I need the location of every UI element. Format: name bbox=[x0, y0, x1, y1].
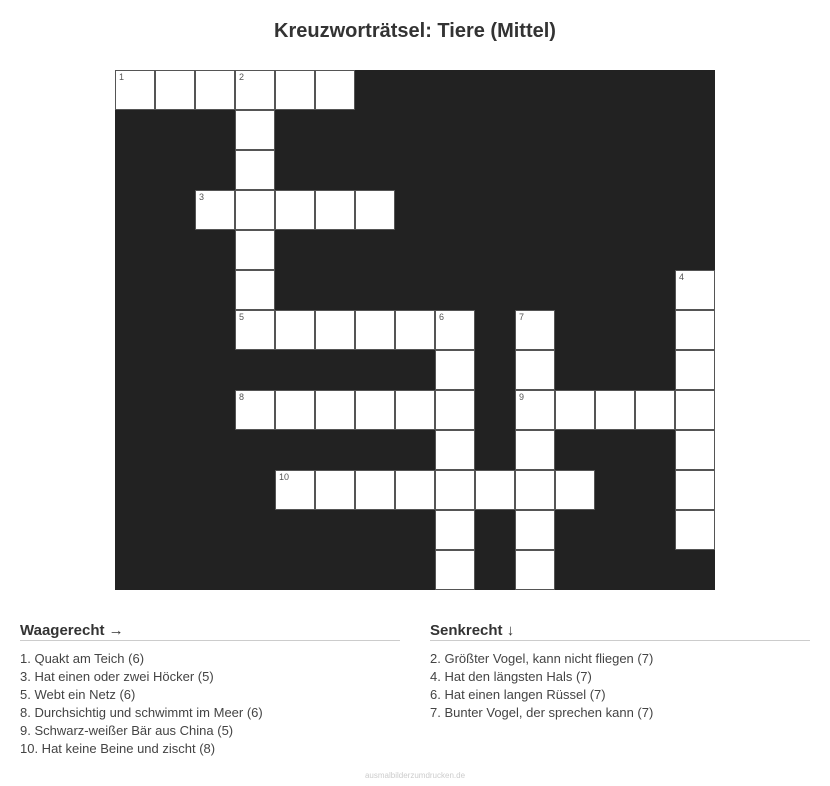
crossword-cell[interactable] bbox=[395, 390, 435, 430]
crossword-cell[interactable] bbox=[275, 310, 315, 350]
crossword-cell[interactable] bbox=[395, 470, 435, 510]
clue-number: 8 bbox=[239, 392, 245, 402]
crossword-cell[interactable] bbox=[235, 150, 275, 190]
across-clue: 10. Hat keine Beine und zischt (8) bbox=[20, 741, 216, 756]
crossword-cell[interactable] bbox=[235, 270, 275, 310]
crossword-cell[interactable] bbox=[275, 70, 315, 110]
down-clue: 2. Größter Vogel, kann nicht fliegen (7) bbox=[430, 651, 654, 666]
down-clue: 4. Hat den längsten Hals (7) bbox=[430, 669, 592, 684]
crossword-cell[interactable] bbox=[155, 70, 195, 110]
crossword-cell[interactable] bbox=[275, 190, 315, 230]
crossword-cell[interactable] bbox=[635, 390, 675, 430]
down-heading-label: Senkrecht bbox=[430, 622, 503, 639]
across-clues-section bbox=[20, 622, 400, 758]
crossword-cell[interactable] bbox=[315, 310, 355, 350]
clue-number: 7 bbox=[519, 312, 525, 322]
footer-credit: ausmalbilderzumdrucken.de bbox=[364, 771, 466, 780]
crossword-cell[interactable] bbox=[315, 390, 355, 430]
crossword-cell[interactable] bbox=[275, 390, 315, 430]
clue-number: 3 bbox=[199, 192, 205, 202]
crossword-cell[interactable] bbox=[675, 270, 715, 310]
crossword-cell[interactable] bbox=[435, 350, 475, 390]
crossword-cell[interactable] bbox=[235, 390, 275, 430]
crossword-cell[interactable] bbox=[315, 470, 355, 510]
crossword-grid bbox=[115, 70, 715, 590]
crossword-cell[interactable] bbox=[515, 430, 555, 470]
crossword-cell[interactable] bbox=[235, 110, 275, 150]
clue-number: 10 bbox=[279, 472, 290, 482]
page-title: Kreuzworträtsel: Tiere (Mittel) bbox=[274, 20, 556, 42]
crossword-cell[interactable] bbox=[515, 510, 555, 550]
crossword-cell[interactable] bbox=[355, 310, 395, 350]
crossword-cell[interactable] bbox=[675, 430, 715, 470]
crossword-cell[interactable] bbox=[115, 70, 155, 110]
clue-number: 6 bbox=[439, 312, 445, 322]
crossword-cell[interactable] bbox=[315, 190, 355, 230]
across-clue: 1. Quakt am Teich (6) bbox=[20, 651, 145, 666]
clue-number: 5 bbox=[239, 312, 245, 322]
crossword-cell[interactable] bbox=[275, 470, 315, 510]
across-clue: 3. Hat einen oder zwei Höcker (5) bbox=[20, 669, 214, 684]
arrow-down-icon: ↓ bbox=[506, 622, 515, 639]
down-clues-section bbox=[430, 622, 810, 722]
crossword-cell[interactable] bbox=[435, 550, 475, 590]
crossword-cell[interactable] bbox=[235, 310, 275, 350]
crossword-cell[interactable] bbox=[355, 470, 395, 510]
clue-number: 9 bbox=[519, 392, 525, 402]
across-clue: 8. Durchsichtig und schwimmt im Meer (6) bbox=[20, 705, 263, 720]
crossword-cell[interactable] bbox=[435, 430, 475, 470]
crossword-cell[interactable] bbox=[675, 470, 715, 510]
crossword-cell[interactable] bbox=[595, 390, 635, 430]
crossword-cell[interactable] bbox=[555, 470, 595, 510]
across-heading-label: Waagerecht bbox=[20, 622, 105, 639]
crossword-cell[interactable] bbox=[675, 510, 715, 550]
crossword-cell[interactable] bbox=[195, 70, 235, 110]
across-clue: 5. Webt ein Netz (6) bbox=[20, 687, 136, 702]
clue-number: 1 bbox=[119, 72, 125, 82]
crossword-cell[interactable] bbox=[515, 350, 555, 390]
crossword-cell[interactable] bbox=[315, 70, 355, 110]
crossword-cell[interactable] bbox=[475, 470, 515, 510]
across-clue-list bbox=[20, 650, 400, 758]
down-clue-list bbox=[430, 650, 810, 722]
crossword-cell[interactable] bbox=[235, 230, 275, 270]
crossword-cell[interactable] bbox=[435, 390, 475, 430]
crossword-cell[interactable] bbox=[355, 190, 395, 230]
crossword-cell[interactable] bbox=[555, 390, 595, 430]
arrow-right-icon: → bbox=[108, 622, 124, 639]
across-heading bbox=[20, 622, 400, 641]
crossword-cell[interactable] bbox=[515, 470, 555, 510]
crossword-cell[interactable] bbox=[515, 310, 555, 350]
crossword-cell[interactable] bbox=[515, 550, 555, 590]
down-clue: 6. Hat einen langen Rüssel (7) bbox=[430, 687, 606, 702]
down-heading bbox=[430, 622, 810, 641]
clue-number: 2 bbox=[239, 72, 245, 82]
crossword-cell[interactable] bbox=[435, 510, 475, 550]
crossword-cell[interactable] bbox=[395, 310, 435, 350]
across-clue: 9. Schwarz-weißer Bär aus China (5) bbox=[20, 723, 234, 738]
crossword-cell[interactable] bbox=[675, 310, 715, 350]
crossword-cell[interactable] bbox=[435, 310, 475, 350]
down-clue: 7. Bunter Vogel, der sprechen kann (7) bbox=[430, 705, 654, 720]
crossword-cell[interactable] bbox=[235, 70, 275, 110]
crossword-cell[interactable] bbox=[435, 470, 475, 510]
crossword-cell[interactable] bbox=[235, 190, 275, 230]
crossword-cell[interactable] bbox=[355, 390, 395, 430]
crossword-cell[interactable] bbox=[195, 190, 235, 230]
crossword-cell[interactable] bbox=[675, 390, 715, 430]
crossword-cell[interactable] bbox=[515, 390, 555, 430]
clue-number: 4 bbox=[679, 272, 685, 282]
crossword-cell[interactable] bbox=[675, 350, 715, 390]
